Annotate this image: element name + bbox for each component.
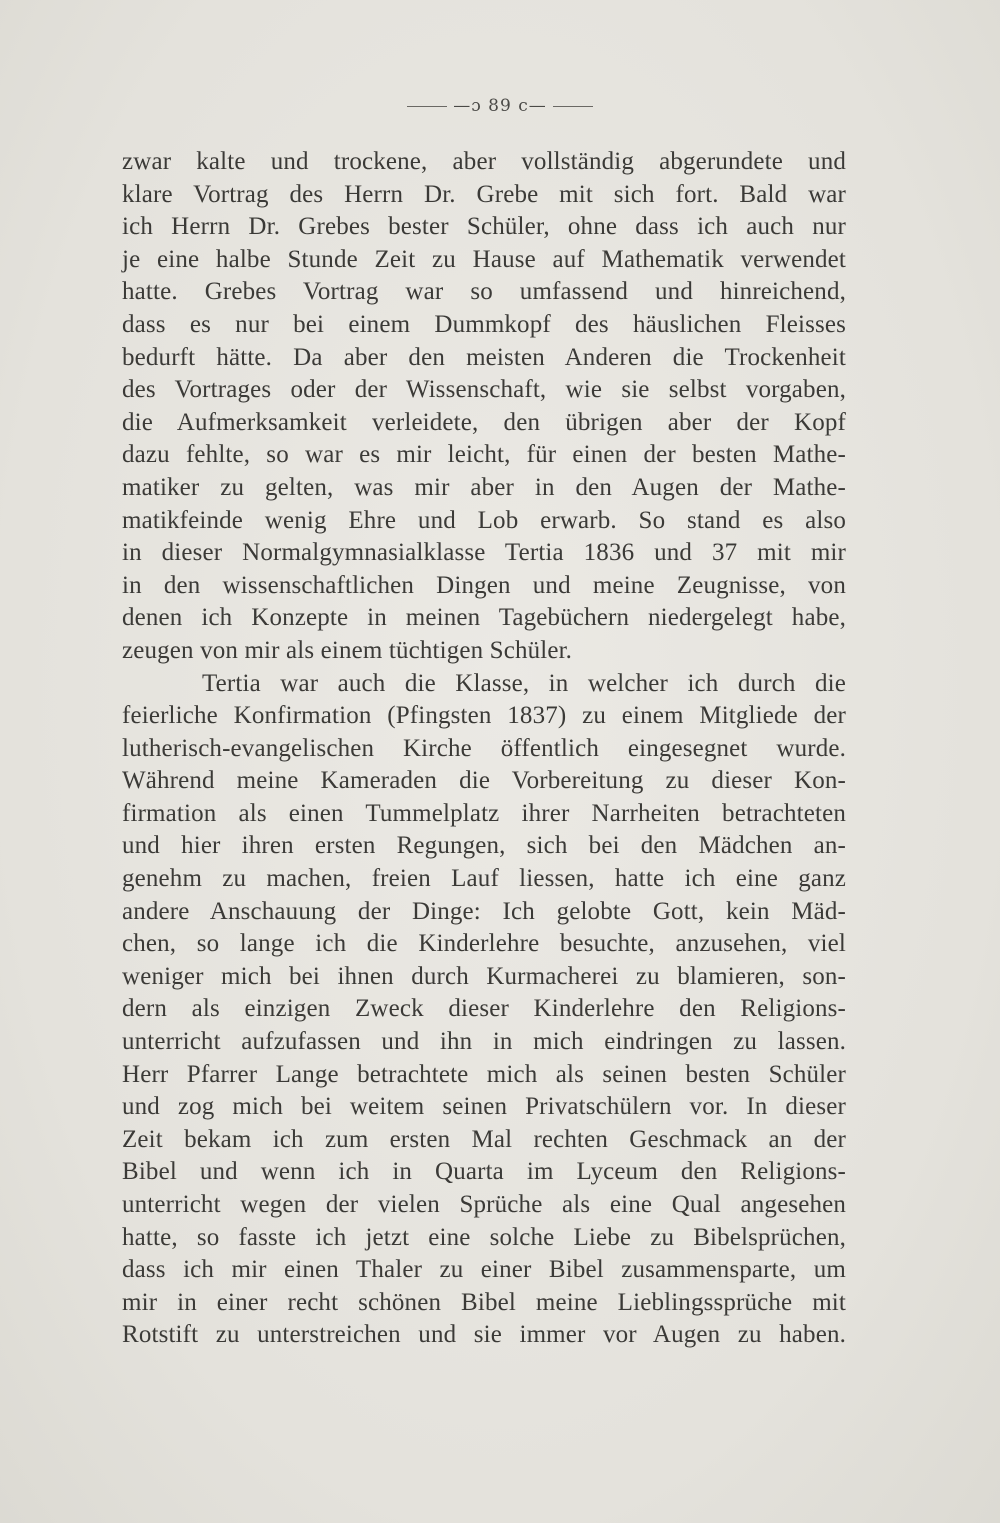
text-line: firmation als einen Tummelplatz ihrer Narrheiten betrachteten <box>122 799 846 827</box>
text-line: des Vortrages oder der Wissenschaft, wie sie selbst vorgaben, <box>122 376 846 404</box>
text-line: die Aufmerksamkeit verleidete, den übrigen aber der Kopf <box>122 408 846 436</box>
text-line: und zog mich bei weitem seinen Privatschülern vor. In dieser <box>122 1093 846 1121</box>
text-line: genehm zu machen, freien Lauf liessen, hatte ich eine ganz <box>122 865 846 893</box>
text-line: mir in einer recht schönen Bibel meine Lieblingssprüche mit <box>122 1288 846 1316</box>
text-line: dern als einzigen Zweck dieser Kinderlehre den Religions- <box>122 995 846 1023</box>
text-line: andere Anschauung der Dinge: Ich gelobte Gott, kein Mäd- <box>122 897 846 925</box>
text-line: unterricht wegen der vielen Sprüche als eine Qual angesehen <box>122 1191 846 1218</box>
text-line: dazu fehlte, so war es mir leicht, für einen der besten Mathe- <box>122 441 846 469</box>
text-line: klare Vortrag des Herrn Dr. Grebe mit sich fort. Bald war <box>122 180 846 208</box>
text-line: ich Herrn Dr. Grebes bester Schüler, ohne dass ich auch nur <box>122 213 846 241</box>
text-line: in dieser Normalgymnasialklasse Tertia 1836 und 37 mit mir <box>122 539 846 567</box>
text-line: bedurft hätte. Da aber den meisten Anderen die Trockenheit <box>122 343 846 371</box>
text-line: unterricht aufzufassen und ihn in mich eindringen zu lassen. <box>122 1028 846 1056</box>
text-line: matiker zu gelten, was mir aber in den Augen der Mathe- <box>122 473 846 501</box>
text-line: Zeit bekam ich zum ersten Mal rechten Geschmack an der <box>122 1125 846 1153</box>
text-line: Herr Pfarrer Lange betrachtete mich als seinen besten Schüler <box>122 1060 846 1088</box>
text-line: in den wissenschaftlichen Dingen und meine Zeugnisse, von <box>122 571 846 599</box>
text-line: dass es nur bei einem Dummkopf des häuslichen Fleisses <box>122 310 846 338</box>
text-line: dass ich mir einen Thaler zu einer Bibel zusammensparte, um <box>122 1256 846 1284</box>
paragraph-end-line: zeugen von mir als einem tüchtigen Schüler. <box>122 636 573 664</box>
text-line: Rotstift zu unterstreichen und sie immer vor Augen zu haben. <box>122 1321 846 1349</box>
text-line: hatte. Grebes Vortrag war so umfassend und hinreichend, <box>122 278 846 306</box>
text-line: matikfeinde wenig Ehre und Lob erwarb. So stand es also <box>122 506 846 534</box>
text-line: je eine halbe Stunde Zeit zu Hause auf Mathematik verwendet <box>122 245 846 273</box>
text-line: zwar kalte und trockene, aber vollständig abgerundete und <box>122 148 846 175</box>
text-line: lutherisch-evangelischen Kirche öffentlich eingesegnet wurde. <box>122 734 846 762</box>
text-line: chen, so lange ich die Kinderlehre besuchte, anzusehen, viel <box>122 930 846 958</box>
paragraph-start-line: Tertia war auch die Klasse, in welcher ich durch die <box>202 669 846 697</box>
text-line: hatte, so fasste ich jetzt eine solche Liebe zu Bibelsprüchen, <box>122 1223 846 1251</box>
text-line: Während meine Kameraden die Vorbereitung zu dieser Kon- <box>122 767 846 795</box>
running-head-rule-right <box>553 106 593 107</box>
text-line: weniger mich bei ihnen durch Kurmacherei zu blamieren, son- <box>122 962 846 990</box>
text-line: Bibel und wenn ich in Quarta im Lyceum den Religions- <box>122 1158 846 1186</box>
text-line: feierliche Konfirmation (Pfingsten 1837) zu einem Mitgliede der <box>122 702 846 730</box>
body-text <box>122 146 846 1352</box>
running-head-rule-left <box>407 106 447 107</box>
running-head-left-mark: —ɔ <box>453 96 482 116</box>
text-line: denen ich Konzepte in meinen Tagebüchern niedergelegt habe, <box>122 604 846 632</box>
text-line: und hier ihren ersten Regungen, sich bei den Mädchen an- <box>122 832 846 860</box>
running-head <box>0 96 1000 116</box>
running-head-right-mark: c— <box>518 96 547 116</box>
page-number: 89 <box>488 96 512 116</box>
